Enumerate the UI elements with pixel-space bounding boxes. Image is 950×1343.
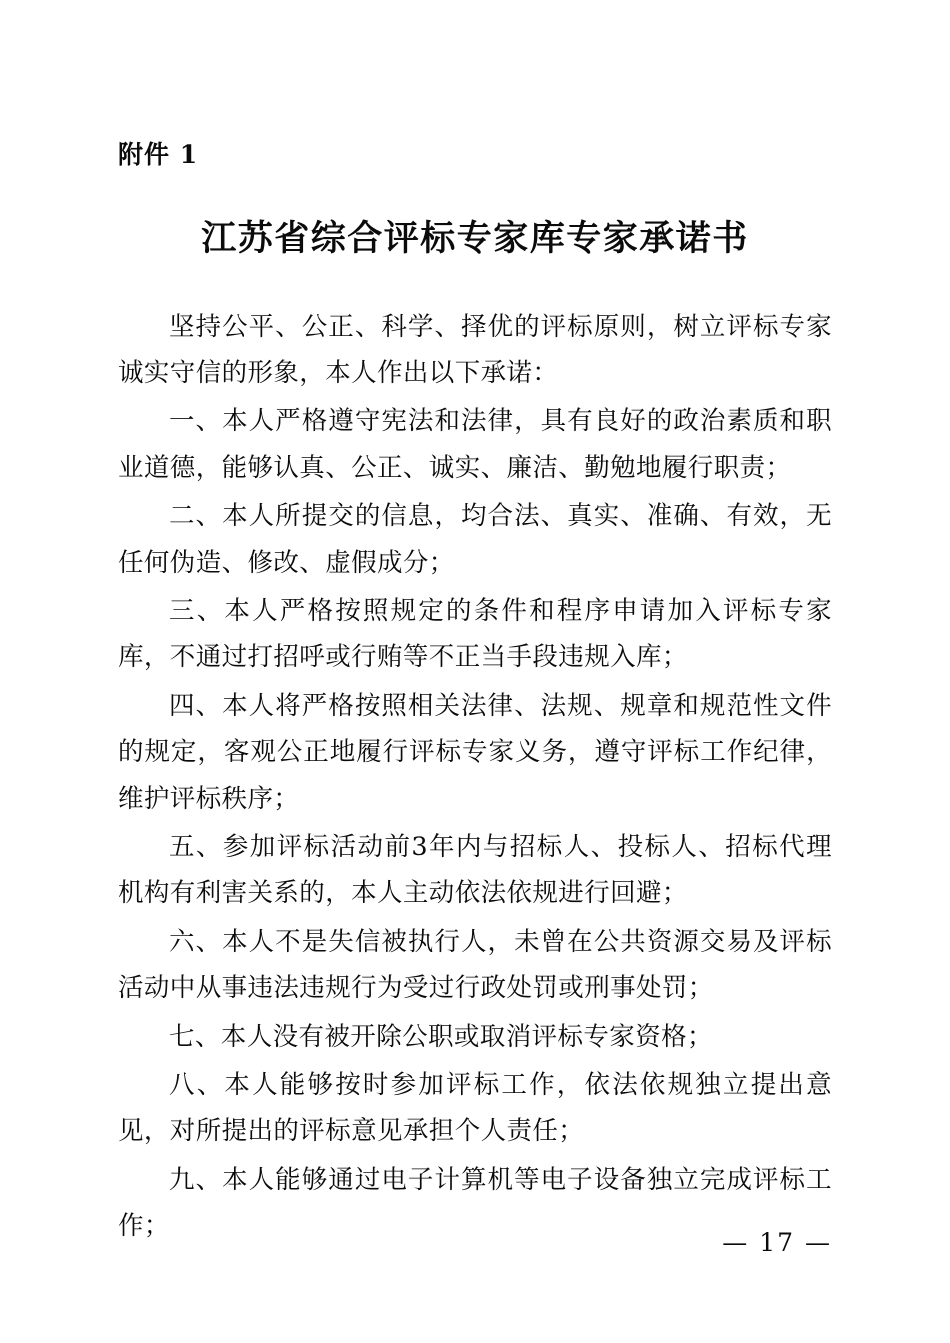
- paragraph: 一、本人严格遵守宪法和法律，具有良好的政治素质和职业道德，能够认真、公正、诚实、廉洁、勤勉地履行职责；: [118, 406, 832, 483]
- paragraph: 八、本人能够按时参加评标工作，依法依规独立提出意见，对所提出的评标意见承担个人责任；: [118, 1070, 832, 1147]
- page-number: — 17 —: [722, 1228, 832, 1257]
- paragraph: 六、本人不是失信被执行人，未曾在公共资源交易及评标活动中从事违法违规行为受过行政处罚或刑事处罚；: [118, 926, 832, 1004]
- paragraph: 二、本人所提交的信息，均合法、真实、准确、有效，无任何伪造、修改、虚假成分；: [118, 501, 832, 578]
- paragraph: 四、本人将严格按照相关法律、法规、规章和规范性文件的规定，客观公正地履行评标专家义务，遵守评标工作纪律，维护评标秩序；: [118, 690, 832, 814]
- attachment-label: 附件 1: [118, 140, 199, 169]
- paragraph: 五、参加评标活动前3年内与招标人、投标人、招标代理机构有利害关系的，本人主动依法依规进行回避；: [118, 831, 832, 909]
- paragraph: 三、本人严格按照规定的条件和程序申请加入评标专家库，不通过打招呼或行贿等不正当手段违规入库；: [118, 595, 832, 673]
- paragraph: 坚持公平、公正、科学、择优的评标原则，树立评标专家诚实守信的形象，本人作出以下承诺：: [118, 311, 832, 388]
- page-title: 江苏省综合评标专家库专家承诺书: [201, 218, 749, 259]
- document-body: [118, 304, 832, 1250]
- paragraph: 九、本人能够通过电子计算机等电子设备独立完成评标工作；: [118, 1164, 832, 1242]
- paragraph: 七、本人没有被开除公职或取消评标专家资格；: [169, 1021, 713, 1052]
